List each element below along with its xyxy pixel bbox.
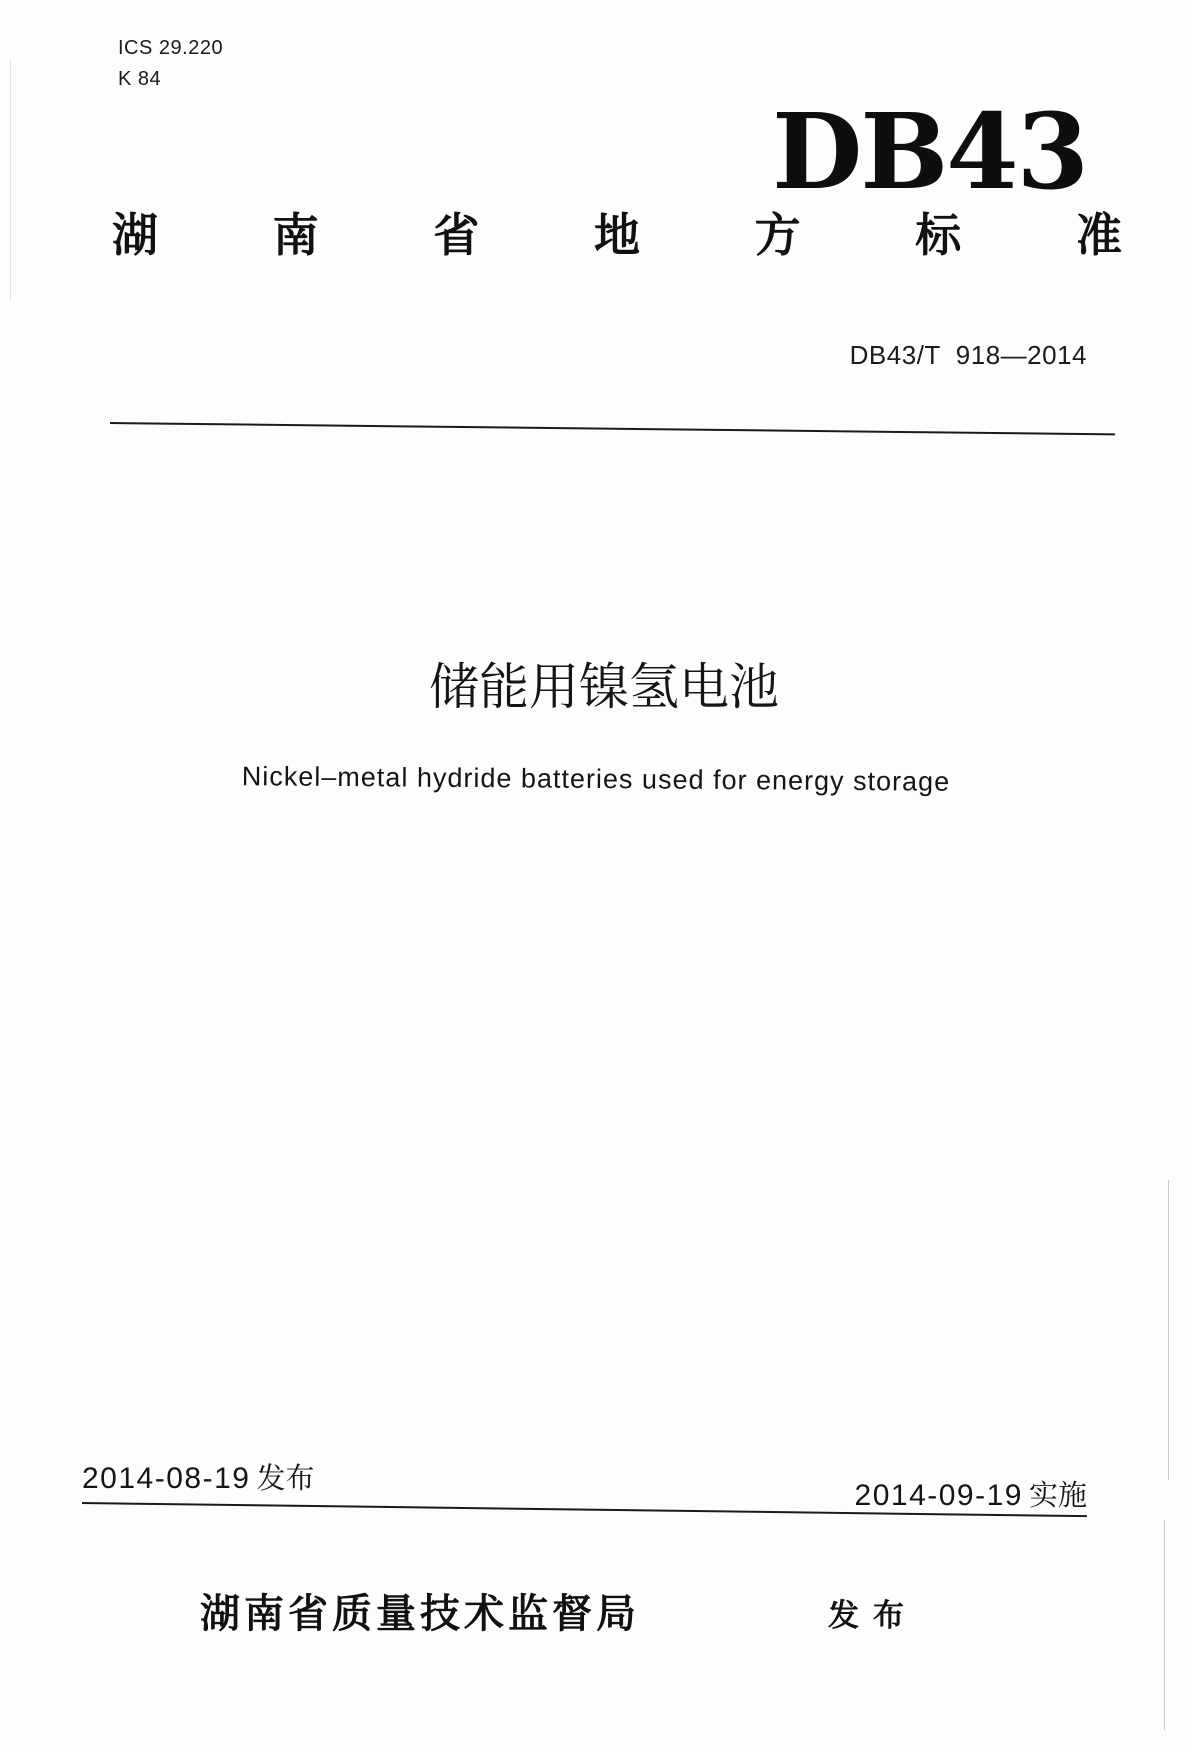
publish-label: 发布	[256, 1461, 315, 1495]
standard-type-char: 方	[754, 208, 801, 262]
standard-type-char: 省	[433, 208, 480, 262]
standard-type-char: 湖	[112, 208, 158, 262]
standard-type-char: 标	[915, 208, 962, 262]
implement-date-line	[855, 1473, 1087, 1514]
standard-type-char: 地	[593, 208, 640, 262]
publisher-name: 湖南省质量技术监督局	[200, 1591, 640, 1637]
document-title-cn: 储能用镍氢电池	[429, 658, 779, 716]
implement-date: 2014-09-19	[854, 1479, 1023, 1512]
standard-logo: DB43	[772, 90, 1087, 213]
standard-number: DB43/T 918—2014	[849, 340, 1087, 370]
scan-artifact	[1164, 1520, 1165, 1730]
publish-date-line	[82, 1456, 314, 1497]
standard-type-char: 南	[272, 208, 319, 262]
document-title-en: Nickel–metal hydride batteries used for energy storage	[241, 761, 951, 797]
header-divider	[110, 422, 1115, 435]
scan-artifact	[1168, 1180, 1169, 1480]
classification-code: K 84	[118, 68, 162, 90]
implement-label: 实施	[1028, 1478, 1087, 1512]
standard-type-heading	[112, 208, 1122, 262]
ics-code: ICS 29.220	[118, 37, 224, 59]
publisher-action: 发布	[828, 1598, 918, 1634]
publish-date: 2014-08-19	[82, 1462, 251, 1495]
scan-artifact	[10, 60, 11, 300]
standard-type-char: 准	[1075, 208, 1122, 262]
